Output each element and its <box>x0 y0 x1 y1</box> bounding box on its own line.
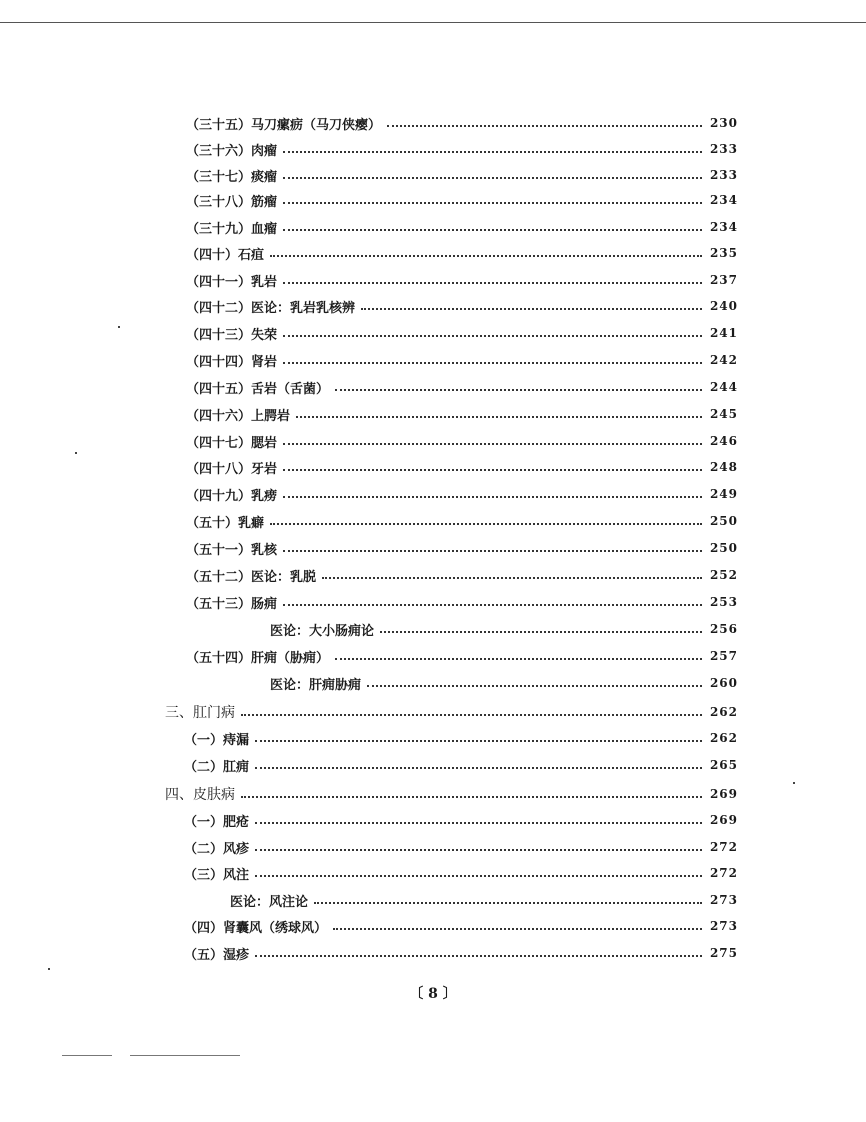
toc-entry-page: 242 <box>709 353 738 367</box>
toc-entry <box>186 458 738 476</box>
toc-entry-title: （一）肥疮 <box>184 814 250 830</box>
toc-entry-title: （三十九）血瘤 <box>186 221 278 237</box>
toc-entry-title: 医论：风注论 <box>230 894 309 910</box>
dot-leader <box>283 496 702 498</box>
dot-leader <box>255 849 702 851</box>
toc-entry <box>165 703 738 721</box>
toc-entry-title: （五十二）医论：乳脱 <box>186 569 317 585</box>
toc-entry-page: 273 <box>709 893 738 907</box>
dot-leader <box>270 523 702 525</box>
scan-artifact <box>130 1055 240 1056</box>
toc-entry <box>186 512 738 530</box>
toc-entry-page: 256 <box>709 622 738 636</box>
toc-entry-page: 269 <box>709 813 738 827</box>
toc-entry-page: 249 <box>709 487 738 501</box>
toc-entry-title: 医论：大小肠痈论 <box>270 623 375 639</box>
toc-entry-page: 248 <box>709 460 738 474</box>
dot-leader <box>255 767 702 769</box>
toc-entry <box>186 351 738 369</box>
scan-artifact <box>62 1055 112 1056</box>
toc-entry-title: （二）风疹 <box>184 841 250 857</box>
scan-speck <box>48 968 50 970</box>
toc-entry-page: 253 <box>709 595 738 609</box>
toc-entry-page: 275 <box>709 946 738 960</box>
toc-entry-title: 三、肛门病 <box>165 705 235 721</box>
toc-entry <box>184 917 738 935</box>
dot-leader <box>283 202 702 204</box>
scan-speck <box>75 452 77 454</box>
toc-entry-title: （五十一）乳核 <box>186 542 278 558</box>
dot-leader <box>283 443 702 445</box>
toc-entry <box>230 891 738 909</box>
dot-leader <box>322 577 702 579</box>
toc-entry-title: 医论：肝痈胁痈 <box>270 677 362 693</box>
toc-entry-title: （四十二）医论：乳岩乳核辨 <box>186 300 356 316</box>
toc-entry <box>186 271 738 289</box>
dot-leader <box>367 685 702 687</box>
toc-entry-title: （三十五）马刀瘰疬（马刀侠瘿） <box>186 117 382 133</box>
toc-entry <box>186 539 738 557</box>
toc-entry-page: 234 <box>709 193 738 207</box>
toc-entry-title: （三十六）肉瘤 <box>186 143 278 159</box>
toc-entry-title: （四十五）舌岩（舌菌） <box>186 381 330 397</box>
dot-leader <box>255 740 702 742</box>
toc-entry <box>186 647 738 665</box>
dot-leader <box>241 796 702 798</box>
toc-entry-title: （五十四）肝痈（胁痈） <box>186 650 330 666</box>
dot-leader <box>283 151 702 153</box>
toc-entry <box>186 405 738 423</box>
toc-entry <box>186 593 738 611</box>
toc-entry-page: 237 <box>709 273 738 287</box>
dot-leader <box>255 955 702 957</box>
toc-entry-title: （四）肾囊风（绣球风） <box>184 920 328 936</box>
toc-entry <box>186 324 738 342</box>
dot-leader <box>270 255 702 257</box>
toc-entry-page: 250 <box>709 541 738 555</box>
dot-leader <box>296 416 702 418</box>
toc-entry-title: （一）痔漏 <box>184 732 250 748</box>
toc-entry-page: 257 <box>709 649 738 663</box>
toc-entry-page: 272 <box>709 840 738 854</box>
dot-leader <box>361 308 702 310</box>
toc-entry-title: （四十三）失荣 <box>186 327 278 343</box>
toc-entry <box>184 756 738 774</box>
scan-speck <box>118 326 120 328</box>
toc-entry-page: 250 <box>709 514 738 528</box>
top-rule <box>0 22 866 23</box>
toc-entry <box>186 166 738 184</box>
toc-entry-page: 252 <box>709 568 738 582</box>
dot-leader <box>335 658 702 660</box>
dot-leader <box>255 822 702 824</box>
page-number: 〔 8 〕 <box>409 986 457 1002</box>
toc-entry-page: 244 <box>709 380 738 394</box>
toc-entry-page: 265 <box>709 758 738 772</box>
toc-entry-page: 269 <box>709 787 738 801</box>
toc-entry <box>186 432 738 450</box>
toc-entry-title: （四十九）乳痨 <box>186 488 278 504</box>
dot-leader <box>335 389 702 391</box>
dot-leader <box>283 282 702 284</box>
toc-entry-page: 234 <box>709 220 738 234</box>
dot-leader <box>380 631 702 633</box>
toc-entry-title: （三十八）筋瘤 <box>186 194 278 210</box>
toc-entry-page: 241 <box>709 326 738 340</box>
toc-entry <box>184 811 738 829</box>
toc-entry <box>186 297 738 315</box>
dot-leader <box>314 902 702 904</box>
toc-entry <box>186 378 738 396</box>
toc-entry <box>270 674 738 692</box>
dot-leader <box>283 604 702 606</box>
dot-leader <box>283 177 702 179</box>
toc-entry <box>186 140 738 158</box>
toc-entry-title: （三十七）痰瘤 <box>186 169 278 185</box>
toc-entry <box>184 864 738 882</box>
toc-entry-title: （四十八）牙岩 <box>186 461 278 477</box>
toc-entry-title: （四十六）上腭岩 <box>186 408 291 424</box>
toc-entry-page: 260 <box>709 676 738 690</box>
toc-entry-title: （四十）石疽 <box>186 247 265 263</box>
dot-leader <box>283 550 702 552</box>
toc-entry-page: 262 <box>709 705 738 719</box>
dot-leader <box>283 469 702 471</box>
toc-entry <box>186 114 738 132</box>
dot-leader <box>255 875 702 877</box>
dot-leader <box>333 928 702 930</box>
toc-entry-title: （四十一）乳岩 <box>186 274 278 290</box>
toc-entry <box>186 566 738 584</box>
toc-entry-title: （三）风注 <box>184 867 250 883</box>
dot-leader <box>387 125 702 127</box>
toc-entry-page: 233 <box>709 142 738 156</box>
toc-entry-title: （五十三）肠痈 <box>186 596 278 612</box>
dot-leader <box>283 362 702 364</box>
toc-entry <box>184 729 738 747</box>
dot-leader <box>283 335 702 337</box>
toc-entry-page: 245 <box>709 407 738 421</box>
toc-entry-page: 235 <box>709 246 738 260</box>
dot-leader <box>241 714 702 716</box>
toc-entry-title: 四、皮肤病 <box>165 787 235 803</box>
toc-entry-page: 272 <box>709 866 738 880</box>
dot-leader <box>283 229 702 231</box>
toc-entry-title: （四十七）腮岩 <box>186 435 278 451</box>
toc-entry <box>184 838 738 856</box>
toc-entry <box>186 218 738 236</box>
toc-entry-title: （二）肛痈 <box>184 759 250 775</box>
scan-speck <box>793 782 795 784</box>
toc-entry-page: 273 <box>709 919 738 933</box>
toc-entry <box>186 244 738 262</box>
toc-entry-title: （五十）乳癖 <box>186 515 265 531</box>
toc-entry <box>184 944 738 962</box>
toc-entry-page: 240 <box>709 299 738 313</box>
toc-entry-page: 233 <box>709 168 738 182</box>
toc-entry-title: （四十四）肾岩 <box>186 354 278 370</box>
toc-entry <box>186 485 738 503</box>
toc-entry-page: 246 <box>709 434 738 448</box>
toc-entry-title: （五）湿疹 <box>184 947 250 963</box>
toc-entry <box>186 191 738 209</box>
toc-entry-page: 230 <box>709 116 738 130</box>
toc-entry <box>165 785 738 803</box>
toc-entry <box>270 620 738 638</box>
toc-entry-page: 262 <box>709 731 738 745</box>
